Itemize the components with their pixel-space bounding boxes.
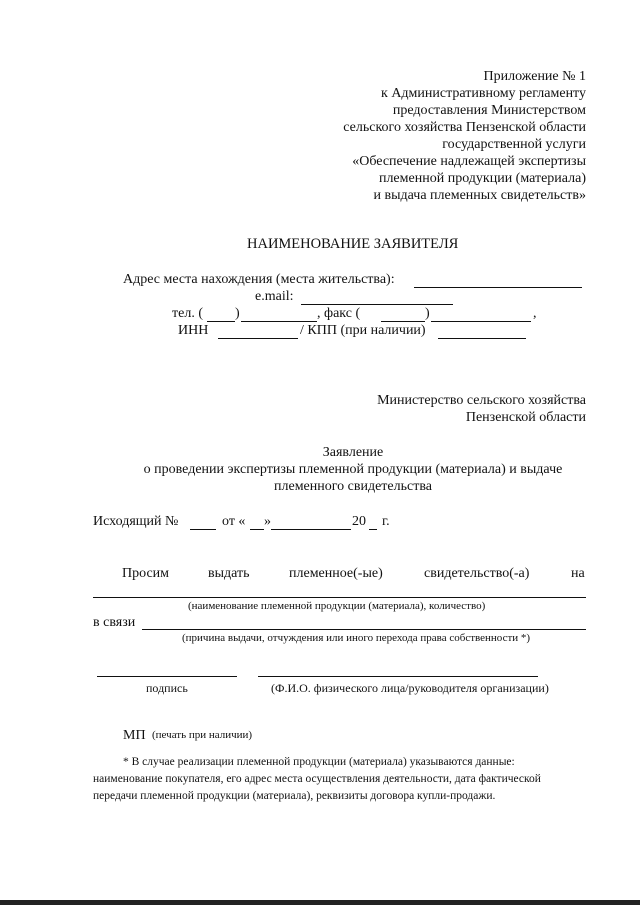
email-label: e.mail: [255,289,294,304]
appendix-line: племенной продукции (материала) [378,171,586,186]
appendix-line: сельского хозяйства Пензенской области [343,120,586,135]
seal-label: МП [123,728,146,743]
outgoing-year: 20 [352,514,366,529]
phone-code-close: ) [235,306,240,321]
product-field[interactable] [93,597,586,598]
reason-caption: (причина выдачи, отчуждения или иного перехода права собственности *) [182,632,531,644]
appendix-line: государственной услуги [442,137,586,152]
fax-code-close: ) [425,306,430,321]
request-word: выдать [208,566,250,581]
outgoing-month-field[interactable] [271,529,351,530]
outgoing-year-field[interactable] [369,529,377,530]
inn-field[interactable] [218,338,298,339]
full-name-field[interactable] [258,676,538,677]
footnote-line: передачи племенной продукции (материала), реквизиты договора купли-продажи. [93,790,496,802]
outgoing-from: от « [222,514,246,529]
appendix-line: предоставления Министерством [392,103,586,118]
recipient-line: Пензенской области [465,410,586,425]
footnote-line: * В случае реализации племенной продукции (материала) указываются данные: [123,756,515,768]
outgoing-number-field[interactable] [190,529,216,530]
statement-subtitle: о проведении экспертизы племенной продукции (материала) и выдаче [143,462,563,477]
applicant-title: НАИМЕНОВАНИЕ ЗАЯВИТЕЛЯ [247,236,459,252]
phone-code-field[interactable] [207,321,235,322]
signature-field[interactable] [97,676,237,677]
statement-title: Заявление [322,445,384,460]
recipient-line: Министерство сельского хозяйства [377,393,586,408]
outgoing-label: Исходящий № [93,514,179,529]
statement-subtitle: племенного свидетельства [274,479,432,494]
inn-label: ИНН [178,323,209,338]
request-word: племенное(-ые) [289,566,383,581]
seal-note: (печать при наличии) [152,729,253,741]
fax-number-field[interactable] [431,321,531,322]
footnote-line: наименование покупателя, его адрес места осуществления деятельности, дата фактической [93,773,541,785]
address-field[interactable] [414,287,582,288]
scan-bottom-edge [0,900,640,905]
outgoing-day-field[interactable] [250,529,264,530]
full-name-caption: (Ф.И.О. физического лица/руководителя организации) [271,681,549,695]
outgoing-quote-close: » [264,514,271,529]
request-word: свидетельство(-а) [424,566,530,581]
fax-label: , факс ( [317,306,361,321]
request-word: Просим [122,566,170,581]
kpp-field[interactable] [438,338,526,339]
request-word: на [571,566,585,581]
appendix-line: к Административному регламенту [381,86,586,101]
appendix-line: «Обеспечение надлежащей экспертизы [352,154,586,169]
phone-code-open: тел. ( [172,306,203,321]
signature-caption: подпись [146,681,188,695]
appendix-line: и выдача племенных свидетельств» [373,188,586,203]
reason-field[interactable] [142,629,586,630]
outgoing-year-suffix: г. [382,514,390,529]
in-connection-label: в связи [93,615,136,630]
product-caption: (наименование племенной продукции (материала), количество) [188,600,486,612]
address-label: Адрес места нахождения (места жительства): [123,272,395,287]
kpp-label: / КПП (при наличии) [300,323,426,338]
appendix-number: Приложение № 1 [483,69,586,84]
fax-comma: , [533,306,537,321]
